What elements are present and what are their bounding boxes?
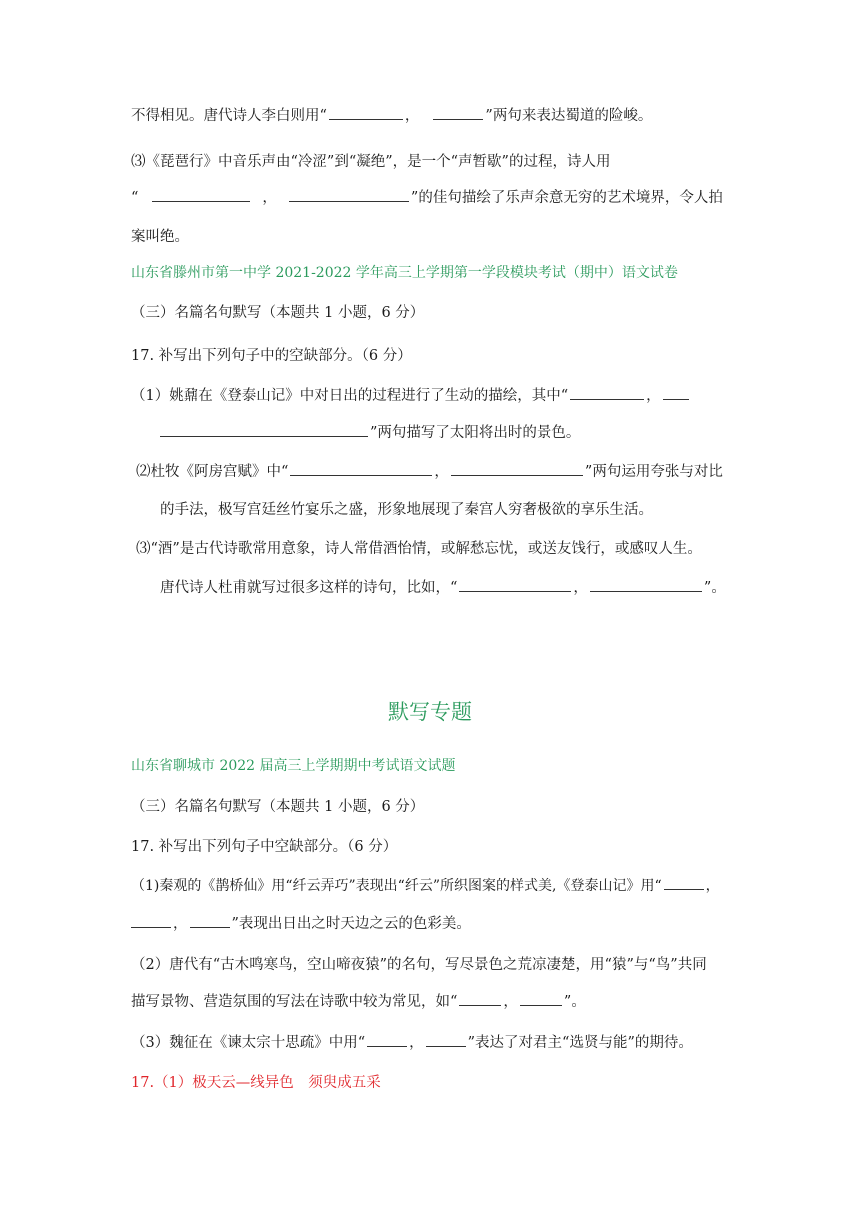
text: ， xyxy=(646,388,661,404)
text: ”的佳句描绘了乐声余意无穷的艺术境界，令人拍 xyxy=(410,190,723,206)
fill-blank[interactable] xyxy=(160,422,368,437)
text: “ xyxy=(131,190,139,206)
section-heading: （三）名篇名句默写（本题共 1 小题，6 分） xyxy=(131,799,425,815)
text: ， xyxy=(173,916,188,932)
text: ⑵杜牧《阿房宫赋》中“ xyxy=(136,464,289,480)
text: （3）魏征在《谏太宗十思疏》中用“ xyxy=(131,1035,366,1051)
fill-blank[interactable] xyxy=(152,187,250,202)
source-line: 山东省滕州市第一中学 2021-2022 学年高三上学期第一学段模块考试（期中）语文试卷 xyxy=(131,265,678,281)
text: ”。 xyxy=(703,580,726,596)
text-line: ⑶《琵琶行》中音乐声由“冷涩”到“凝绝”，是一个“声暂歇”的过程，诗人用 xyxy=(131,154,611,170)
text: ”两句描写了太阳将出时的景色。 xyxy=(370,425,581,441)
fill-blank[interactable] xyxy=(663,385,689,400)
text-line xyxy=(131,384,691,405)
text: ”表达了对君主“选贤与能”的期待。 xyxy=(467,1035,693,1051)
text: ， xyxy=(404,108,420,124)
fill-blank[interactable] xyxy=(664,875,704,890)
text: ”两句运用夸张与对比 xyxy=(584,464,723,480)
text-line: （2）唐代有“古木鸣寒鸟，空山啼夜猿”的名句，写尽景色之荒凉凄楚，用“猿”与“鸟”共同 xyxy=(131,957,707,973)
text: （1）姚鼐在《登泰山记》中对日出的过程进行了生动的描绘，其中“ xyxy=(131,388,569,404)
fill-blank[interactable] xyxy=(459,991,501,1006)
text-line: ⑶“酒”是古代诗歌常用意象，诗人常借酒怡情，或解愁忘忧，或送友饯行，或感叹人生。 xyxy=(136,541,702,557)
text-line xyxy=(160,421,580,442)
fill-blank[interactable] xyxy=(367,1032,407,1047)
fill-blank[interactable] xyxy=(131,913,171,928)
text: ， xyxy=(503,994,518,1010)
text: ， xyxy=(705,878,720,894)
text: 唐代诗人杜甫就写过很多这样的诗句，比如，“ xyxy=(160,580,458,596)
fill-blank[interactable] xyxy=(426,1032,466,1047)
question-title: 17. 补写出下列句子中空缺部分。（6 分） xyxy=(131,839,398,855)
source-line: 山东省聊城市 2022 届高三上学期期中考试语文试题 xyxy=(131,758,456,774)
fill-blank[interactable] xyxy=(451,461,583,476)
section-heading: （三）名篇名句默写（本题共 1 小题，6 分） xyxy=(131,305,425,321)
text-line xyxy=(131,104,652,125)
fill-blank[interactable] xyxy=(433,105,483,120)
text-line xyxy=(131,186,723,207)
text: 不得相见。唐代诗人李白则用“ xyxy=(131,108,327,124)
text: ”表现出日出之时天边之云的色彩美。 xyxy=(231,916,471,932)
text-line xyxy=(160,576,726,597)
text-line xyxy=(131,912,471,933)
text: （1)秦观的《鹊桥仙》用“纤云弄巧”表现出“纤云”所织图案的样式美,《登泰山记》用“ xyxy=(131,878,662,894)
fill-blank[interactable] xyxy=(329,105,403,120)
fill-blank[interactable] xyxy=(289,187,409,202)
text-line xyxy=(131,990,586,1011)
text: ”两句来表达蜀道的险峻。 xyxy=(485,108,653,124)
text-line: 案叫绝。 xyxy=(131,229,189,245)
fill-blank[interactable] xyxy=(290,461,432,476)
text: 描写景物、营造氛围的写法在诗歌中较为常见，如“ xyxy=(131,994,458,1010)
text: ， xyxy=(262,190,277,206)
text: ， xyxy=(409,1035,424,1051)
text: ， xyxy=(434,464,449,480)
fill-blank[interactable] xyxy=(590,577,702,592)
page-title: 默写专题 xyxy=(388,700,472,724)
question-title: 17. 补写出下列句子中的空缺部分。（6 分） xyxy=(131,348,412,364)
fill-blank[interactable] xyxy=(459,577,571,592)
fill-blank[interactable] xyxy=(190,913,230,928)
text: ”。 xyxy=(563,994,586,1010)
fill-blank[interactable] xyxy=(570,385,644,400)
fill-blank[interactable] xyxy=(520,991,562,1006)
text-line xyxy=(131,875,720,895)
text-line xyxy=(136,460,723,481)
text-line: 的手法，极写宫廷丝竹宴乐之盛，形象地展现了秦宫人穷奢极欲的享乐生活。 xyxy=(160,502,653,518)
answer-line: 17.（1）极天云—线异色 须臾成五采 xyxy=(131,1075,381,1091)
text: ， xyxy=(573,580,588,596)
text-line xyxy=(131,1031,693,1052)
